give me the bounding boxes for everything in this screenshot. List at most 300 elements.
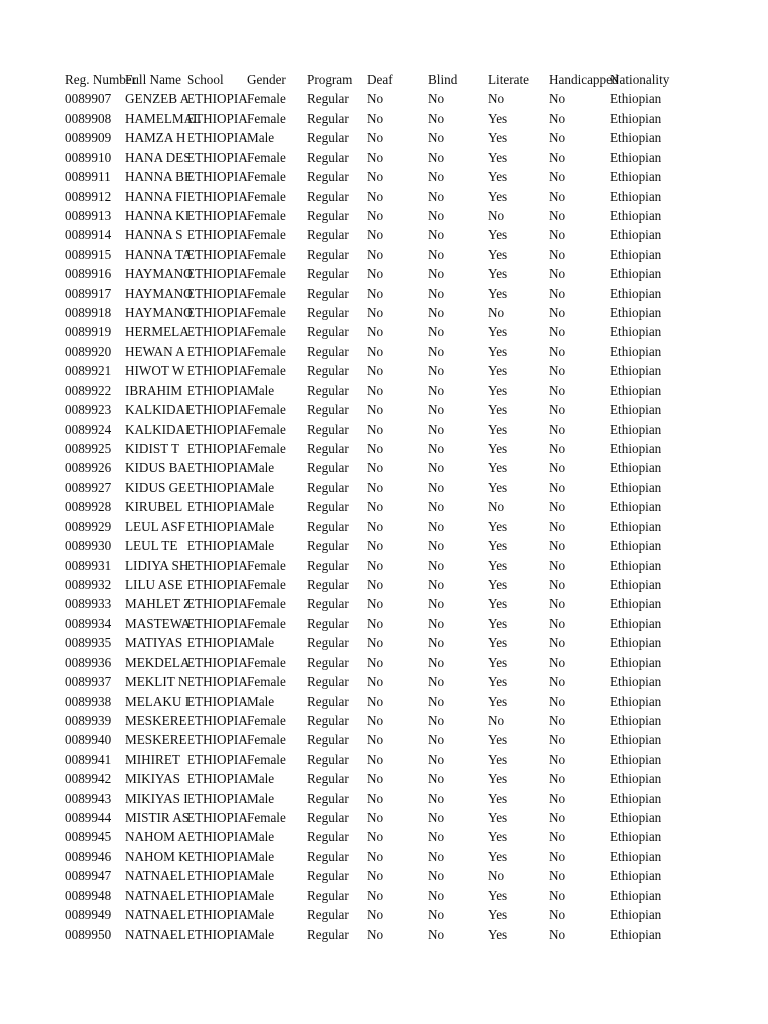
- cell-gender: Male: [247, 926, 275, 942]
- cell-handicapped: No: [549, 91, 566, 107]
- cell-school: ETHIOPIA: [187, 91, 248, 107]
- cell-nationality: Ethiopian: [610, 324, 662, 340]
- cell-gender: Male: [247, 499, 275, 515]
- cell-blind: No: [428, 518, 445, 534]
- cell-program: Regular: [307, 674, 349, 690]
- cell-reg-number: 0089946: [65, 848, 112, 864]
- cell-handicapped: No: [549, 810, 566, 826]
- cell-literate: Yes: [488, 693, 508, 709]
- cell-literate: Yes: [488, 907, 508, 923]
- cell-reg-number: 0089920: [65, 343, 112, 359]
- cell-handicapped: No: [549, 305, 566, 321]
- cell-gender: Male: [247, 771, 275, 787]
- cell-blind: No: [428, 654, 445, 670]
- cell-school: ETHIOPIA: [187, 188, 248, 204]
- cell-handicapped: No: [549, 615, 566, 631]
- cell-program: Regular: [307, 110, 349, 126]
- cell-handicapped: No: [549, 635, 566, 651]
- cell-reg-number: 0089945: [65, 829, 112, 845]
- cell-program: Regular: [307, 227, 349, 243]
- cell-nationality: Ethiopian: [610, 810, 662, 826]
- table-row: [65, 148, 671, 167]
- cell-blind: No: [428, 266, 445, 282]
- cell-blind: No: [428, 693, 445, 709]
- cell-deaf: No: [367, 712, 384, 728]
- cell-program: Regular: [307, 441, 349, 457]
- table-row: [65, 536, 671, 555]
- cell-nationality: Ethiopian: [610, 732, 662, 748]
- cell-full-name: KIRUBEL: [125, 499, 183, 515]
- cell-full-name: MASTEWA: [125, 615, 191, 631]
- cell-school: ETHIOPIA: [187, 130, 248, 146]
- cell-program: Regular: [307, 829, 349, 845]
- cell-literate: Yes: [488, 382, 508, 398]
- cell-nationality: Ethiopian: [610, 635, 662, 651]
- table-row: [65, 284, 671, 303]
- cell-reg-number: 0089931: [65, 557, 112, 573]
- table-row: [65, 264, 671, 283]
- header-school: School: [187, 72, 224, 87]
- table-row: [65, 128, 671, 147]
- cell-full-name: GENZEB A: [125, 91, 190, 107]
- cell-blind: No: [428, 207, 445, 223]
- cell-literate: No: [488, 91, 505, 107]
- cell-blind: No: [428, 538, 445, 554]
- cell-program: Regular: [307, 169, 349, 185]
- cell-nationality: Ethiopian: [610, 518, 662, 534]
- cell-nationality: Ethiopian: [610, 829, 662, 845]
- cell-reg-number: 0089919: [65, 324, 112, 340]
- table-row: [65, 478, 671, 497]
- table-row: [65, 361, 671, 380]
- cell-school: ETHIOPIA: [187, 829, 248, 845]
- cell-reg-number: 0089923: [65, 402, 112, 418]
- cell-deaf: No: [367, 868, 384, 884]
- cell-blind: No: [428, 324, 445, 340]
- table-row: [65, 187, 671, 206]
- cell-school: ETHIOPIA: [187, 363, 248, 379]
- cell-full-name: HANNA TA: [125, 246, 192, 262]
- cell-nationality: Ethiopian: [610, 538, 662, 554]
- cell-full-name: NATNAEL: [125, 926, 186, 942]
- cell-program: Regular: [307, 848, 349, 864]
- cell-nationality: Ethiopian: [610, 246, 662, 262]
- cell-handicapped: No: [549, 907, 566, 923]
- cell-school: ETHIOPIA: [187, 538, 248, 554]
- cell-blind: No: [428, 149, 445, 165]
- cell-reg-number: 0089940: [65, 732, 112, 748]
- cell-literate: Yes: [488, 188, 508, 204]
- cell-program: Regular: [307, 305, 349, 321]
- cell-nationality: Ethiopian: [610, 654, 662, 670]
- table-row: [65, 575, 671, 594]
- cell-handicapped: No: [549, 751, 566, 767]
- cell-handicapped: No: [549, 693, 566, 709]
- cell-school: ETHIOPIA: [187, 771, 248, 787]
- cell-nationality: Ethiopian: [610, 110, 662, 126]
- cell-full-name: NAHOM A: [125, 829, 187, 845]
- cell-handicapped: No: [549, 343, 566, 359]
- cell-program: Regular: [307, 635, 349, 651]
- cell-deaf: No: [367, 227, 384, 243]
- cell-literate: Yes: [488, 790, 508, 806]
- cell-school: ETHIOPIA: [187, 848, 248, 864]
- cell-school: ETHIOPIA: [187, 305, 248, 321]
- cell-deaf: No: [367, 130, 384, 146]
- cell-nationality: Ethiopian: [610, 382, 662, 398]
- cell-deaf: No: [367, 576, 384, 592]
- cell-school: ETHIOPIA: [187, 693, 248, 709]
- cell-program: Regular: [307, 324, 349, 340]
- cell-literate: Yes: [488, 227, 508, 243]
- cell-deaf: No: [367, 285, 384, 301]
- cell-handicapped: No: [549, 266, 566, 282]
- cell-program: Regular: [307, 402, 349, 418]
- cell-program: Regular: [307, 615, 349, 631]
- cell-handicapped: No: [549, 460, 566, 476]
- cell-school: ETHIOPIA: [187, 907, 248, 923]
- table-row: [65, 789, 671, 808]
- cell-blind: No: [428, 110, 445, 126]
- cell-full-name: HAMELMAL: [125, 110, 202, 126]
- cell-full-name: MELAKU I: [125, 693, 190, 709]
- cell-reg-number: 0089943: [65, 790, 112, 806]
- cell-reg-number: 0089911: [65, 169, 111, 185]
- cell-reg-number: 0089913: [65, 207, 112, 223]
- cell-gender: Male: [247, 538, 275, 554]
- cell-handicapped: No: [549, 246, 566, 262]
- cell-nationality: Ethiopian: [610, 848, 662, 864]
- cell-gender: Female: [247, 712, 286, 728]
- cell-literate: Yes: [488, 479, 508, 495]
- cell-program: Regular: [307, 771, 349, 787]
- cell-deaf: No: [367, 907, 384, 923]
- cell-blind: No: [428, 91, 445, 107]
- cell-deaf: No: [367, 518, 384, 534]
- cell-school: ETHIOPIA: [187, 654, 248, 670]
- cell-program: Regular: [307, 751, 349, 767]
- cell-blind: No: [428, 907, 445, 923]
- cell-gender: Male: [247, 887, 275, 903]
- cell-full-name: MISTIR AS: [125, 810, 190, 826]
- cell-blind: No: [428, 479, 445, 495]
- cell-literate: No: [488, 305, 505, 321]
- cell-school: ETHIOPIA: [187, 674, 248, 690]
- cell-handicapped: No: [549, 363, 566, 379]
- cell-nationality: Ethiopian: [610, 907, 662, 923]
- cell-nationality: Ethiopian: [610, 674, 662, 690]
- cell-blind: No: [428, 421, 445, 437]
- cell-program: Regular: [307, 479, 349, 495]
- cell-nationality: Ethiopian: [610, 771, 662, 787]
- cell-school: ETHIOPIA: [187, 790, 248, 806]
- table-body: [65, 89, 671, 944]
- cell-handicapped: No: [549, 887, 566, 903]
- cell-reg-number: 0089910: [65, 149, 112, 165]
- cell-literate: Yes: [488, 751, 508, 767]
- cell-school: ETHIOPIA: [187, 324, 248, 340]
- cell-deaf: No: [367, 479, 384, 495]
- cell-school: ETHIOPIA: [187, 596, 248, 612]
- cell-nationality: Ethiopian: [610, 479, 662, 495]
- table-row: [65, 730, 671, 749]
- cell-deaf: No: [367, 110, 384, 126]
- cell-reg-number: 0089948: [65, 887, 112, 903]
- cell-gender: Female: [247, 576, 286, 592]
- cell-nationality: Ethiopian: [610, 926, 662, 942]
- cell-program: Regular: [307, 266, 349, 282]
- cell-school: ETHIOPIA: [187, 110, 248, 126]
- cell-gender: Female: [247, 324, 286, 340]
- cell-school: ETHIOPIA: [187, 557, 248, 573]
- cell-reg-number: 0089944: [65, 810, 112, 826]
- cell-full-name: MIHIRET: [125, 751, 180, 767]
- table-row: [65, 672, 671, 691]
- cell-program: Regular: [307, 926, 349, 942]
- cell-full-name: KIDUS BA: [125, 460, 187, 476]
- cell-blind: No: [428, 635, 445, 651]
- cell-full-name: HEWAN A: [125, 343, 185, 359]
- cell-program: Regular: [307, 149, 349, 165]
- cell-school: ETHIOPIA: [187, 246, 248, 262]
- cell-school: ETHIOPIA: [187, 149, 248, 165]
- cell-reg-number: 0089942: [65, 771, 112, 787]
- cell-gender: Male: [247, 382, 275, 398]
- cell-school: ETHIOPIA: [187, 635, 248, 651]
- cell-reg-number: 0089912: [65, 188, 112, 204]
- cell-gender: Female: [247, 305, 286, 321]
- cell-literate: Yes: [488, 635, 508, 651]
- cell-blind: No: [428, 499, 445, 515]
- cell-handicapped: No: [549, 188, 566, 204]
- cell-reg-number: 0089932: [65, 576, 112, 592]
- cell-blind: No: [428, 343, 445, 359]
- cell-nationality: Ethiopian: [610, 188, 662, 204]
- cell-blind: No: [428, 305, 445, 321]
- cell-reg-number: 0089934: [65, 615, 112, 631]
- cell-full-name: MIKIYAS I: [125, 790, 188, 806]
- cell-full-name: IBRAHIM: [125, 382, 183, 398]
- cell-nationality: Ethiopian: [610, 149, 662, 165]
- cell-reg-number: 0089915: [65, 246, 112, 262]
- cell-handicapped: No: [549, 848, 566, 864]
- cell-full-name: MESKERE: [125, 732, 187, 748]
- cell-reg-number: 0089926: [65, 460, 112, 476]
- cell-school: ETHIOPIA: [187, 421, 248, 437]
- cell-gender: Male: [247, 868, 275, 884]
- cell-full-name: HERMELA: [125, 324, 189, 340]
- cell-program: Regular: [307, 382, 349, 398]
- cell-program: Regular: [307, 810, 349, 826]
- cell-reg-number: 0089941: [65, 751, 112, 767]
- cell-school: ETHIOPIA: [187, 712, 248, 728]
- cell-gender: Female: [247, 674, 286, 690]
- cell-gender: Female: [247, 149, 286, 165]
- cell-blind: No: [428, 868, 445, 884]
- cell-full-name: HANNA KI: [125, 207, 190, 223]
- cell-program: Regular: [307, 460, 349, 476]
- cell-nationality: Ethiopian: [610, 305, 662, 321]
- cell-handicapped: No: [549, 732, 566, 748]
- cell-literate: Yes: [488, 324, 508, 340]
- cell-blind: No: [428, 712, 445, 728]
- cell-reg-number: 0089936: [65, 654, 112, 670]
- cell-program: Regular: [307, 246, 349, 262]
- cell-blind: No: [428, 829, 445, 845]
- cell-deaf: No: [367, 460, 384, 476]
- table-row: [65, 750, 671, 769]
- cell-deaf: No: [367, 499, 384, 515]
- cell-gender: Female: [247, 169, 286, 185]
- header-handicapped: Handicapped: [549, 72, 619, 87]
- cell-handicapped: No: [549, 110, 566, 126]
- cell-program: Regular: [307, 207, 349, 223]
- cell-program: Regular: [307, 421, 349, 437]
- cell-deaf: No: [367, 674, 384, 690]
- cell-literate: Yes: [488, 169, 508, 185]
- cell-nationality: Ethiopian: [610, 868, 662, 884]
- cell-nationality: Ethiopian: [610, 402, 662, 418]
- cell-school: ETHIOPIA: [187, 207, 248, 223]
- cell-handicapped: No: [549, 576, 566, 592]
- cell-blind: No: [428, 285, 445, 301]
- cell-gender: Male: [247, 907, 275, 923]
- header-deaf: Deaf: [367, 72, 393, 87]
- table-row: [65, 633, 671, 652]
- table-row: [65, 342, 671, 361]
- cell-handicapped: No: [549, 771, 566, 787]
- cell-nationality: Ethiopian: [610, 227, 662, 243]
- cell-blind: No: [428, 926, 445, 942]
- cell-handicapped: No: [549, 402, 566, 418]
- cell-literate: Yes: [488, 421, 508, 437]
- table-row: [65, 925, 671, 944]
- cell-blind: No: [428, 246, 445, 262]
- table-row: [65, 866, 671, 885]
- cell-gender: Female: [247, 110, 286, 126]
- cell-gender: Female: [247, 402, 286, 418]
- cell-gender: Female: [247, 557, 286, 573]
- cell-deaf: No: [367, 848, 384, 864]
- header-reg-number: Reg. Number: [65, 72, 137, 87]
- cell-full-name: HAYMANO: [125, 266, 193, 282]
- table-row: [65, 245, 671, 264]
- cell-deaf: No: [367, 887, 384, 903]
- cell-handicapped: No: [549, 499, 566, 515]
- cell-school: ETHIOPIA: [187, 402, 248, 418]
- table-row: [65, 653, 671, 672]
- cell-handicapped: No: [549, 557, 566, 573]
- cell-nationality: Ethiopian: [610, 557, 662, 573]
- cell-gender: Female: [247, 266, 286, 282]
- cell-reg-number: 0089935: [65, 635, 112, 651]
- cell-blind: No: [428, 441, 445, 457]
- cell-reg-number: 0089909: [65, 130, 112, 146]
- cell-program: Regular: [307, 907, 349, 923]
- cell-deaf: No: [367, 343, 384, 359]
- cell-blind: No: [428, 751, 445, 767]
- cell-program: Regular: [307, 557, 349, 573]
- table-row: [65, 206, 671, 225]
- cell-program: Regular: [307, 868, 349, 884]
- cell-nationality: Ethiopian: [610, 790, 662, 806]
- cell-reg-number: 0089908: [65, 110, 112, 126]
- cell-deaf: No: [367, 266, 384, 282]
- cell-program: Regular: [307, 538, 349, 554]
- cell-literate: No: [488, 499, 505, 515]
- cell-full-name: NATNAEL: [125, 887, 186, 903]
- cell-deaf: No: [367, 557, 384, 573]
- cell-handicapped: No: [549, 149, 566, 165]
- cell-program: Regular: [307, 343, 349, 359]
- cell-handicapped: No: [549, 324, 566, 340]
- cell-literate: Yes: [488, 266, 508, 282]
- cell-school: ETHIOPIA: [187, 751, 248, 767]
- cell-nationality: Ethiopian: [610, 207, 662, 223]
- cell-full-name: KIDUS GE: [125, 479, 187, 495]
- cell-full-name: HAYMANO: [125, 285, 193, 301]
- cell-deaf: No: [367, 926, 384, 942]
- cell-deaf: No: [367, 91, 384, 107]
- cell-handicapped: No: [549, 868, 566, 884]
- cell-deaf: No: [367, 421, 384, 437]
- cell-blind: No: [428, 382, 445, 398]
- cell-school: ETHIOPIA: [187, 887, 248, 903]
- cell-deaf: No: [367, 441, 384, 457]
- cell-nationality: Ethiopian: [610, 887, 662, 903]
- cell-school: ETHIOPIA: [187, 810, 248, 826]
- header-nationality: Nationality: [610, 72, 670, 87]
- cell-literate: Yes: [488, 130, 508, 146]
- cell-gender: Female: [247, 91, 286, 107]
- cell-literate: Yes: [488, 576, 508, 592]
- cell-deaf: No: [367, 771, 384, 787]
- cell-deaf: No: [367, 207, 384, 223]
- cell-reg-number: 0089907: [65, 91, 112, 107]
- cell-deaf: No: [367, 693, 384, 709]
- cell-literate: Yes: [488, 810, 508, 826]
- cell-program: Regular: [307, 576, 349, 592]
- cell-reg-number: 0089930: [65, 538, 112, 554]
- cell-literate: Yes: [488, 538, 508, 554]
- cell-gender: Female: [247, 188, 286, 204]
- cell-deaf: No: [367, 810, 384, 826]
- cell-nationality: Ethiopian: [610, 499, 662, 515]
- cell-school: ETHIOPIA: [187, 460, 248, 476]
- table-row: [65, 692, 671, 711]
- cell-full-name: HANNA S: [125, 227, 183, 243]
- header-row: [65, 70, 671, 89]
- header-blind: Blind: [428, 72, 458, 87]
- cell-full-name: MESKERE: [125, 712, 187, 728]
- cell-blind: No: [428, 169, 445, 185]
- cell-nationality: Ethiopian: [610, 130, 662, 146]
- header-program: Program: [307, 72, 353, 87]
- cell-nationality: Ethiopian: [610, 441, 662, 457]
- cell-literate: Yes: [488, 402, 508, 418]
- cell-full-name: LEUL ASF: [125, 518, 185, 534]
- table-row: [65, 458, 671, 477]
- cell-full-name: HANNA FI: [125, 188, 187, 204]
- cell-blind: No: [428, 810, 445, 826]
- cell-reg-number: 0089918: [65, 305, 112, 321]
- cell-blind: No: [428, 557, 445, 573]
- cell-full-name: MEKDELA: [125, 654, 190, 670]
- cell-handicapped: No: [549, 421, 566, 437]
- cell-gender: Male: [247, 518, 275, 534]
- cell-school: ETHIOPIA: [187, 227, 248, 243]
- cell-deaf: No: [367, 790, 384, 806]
